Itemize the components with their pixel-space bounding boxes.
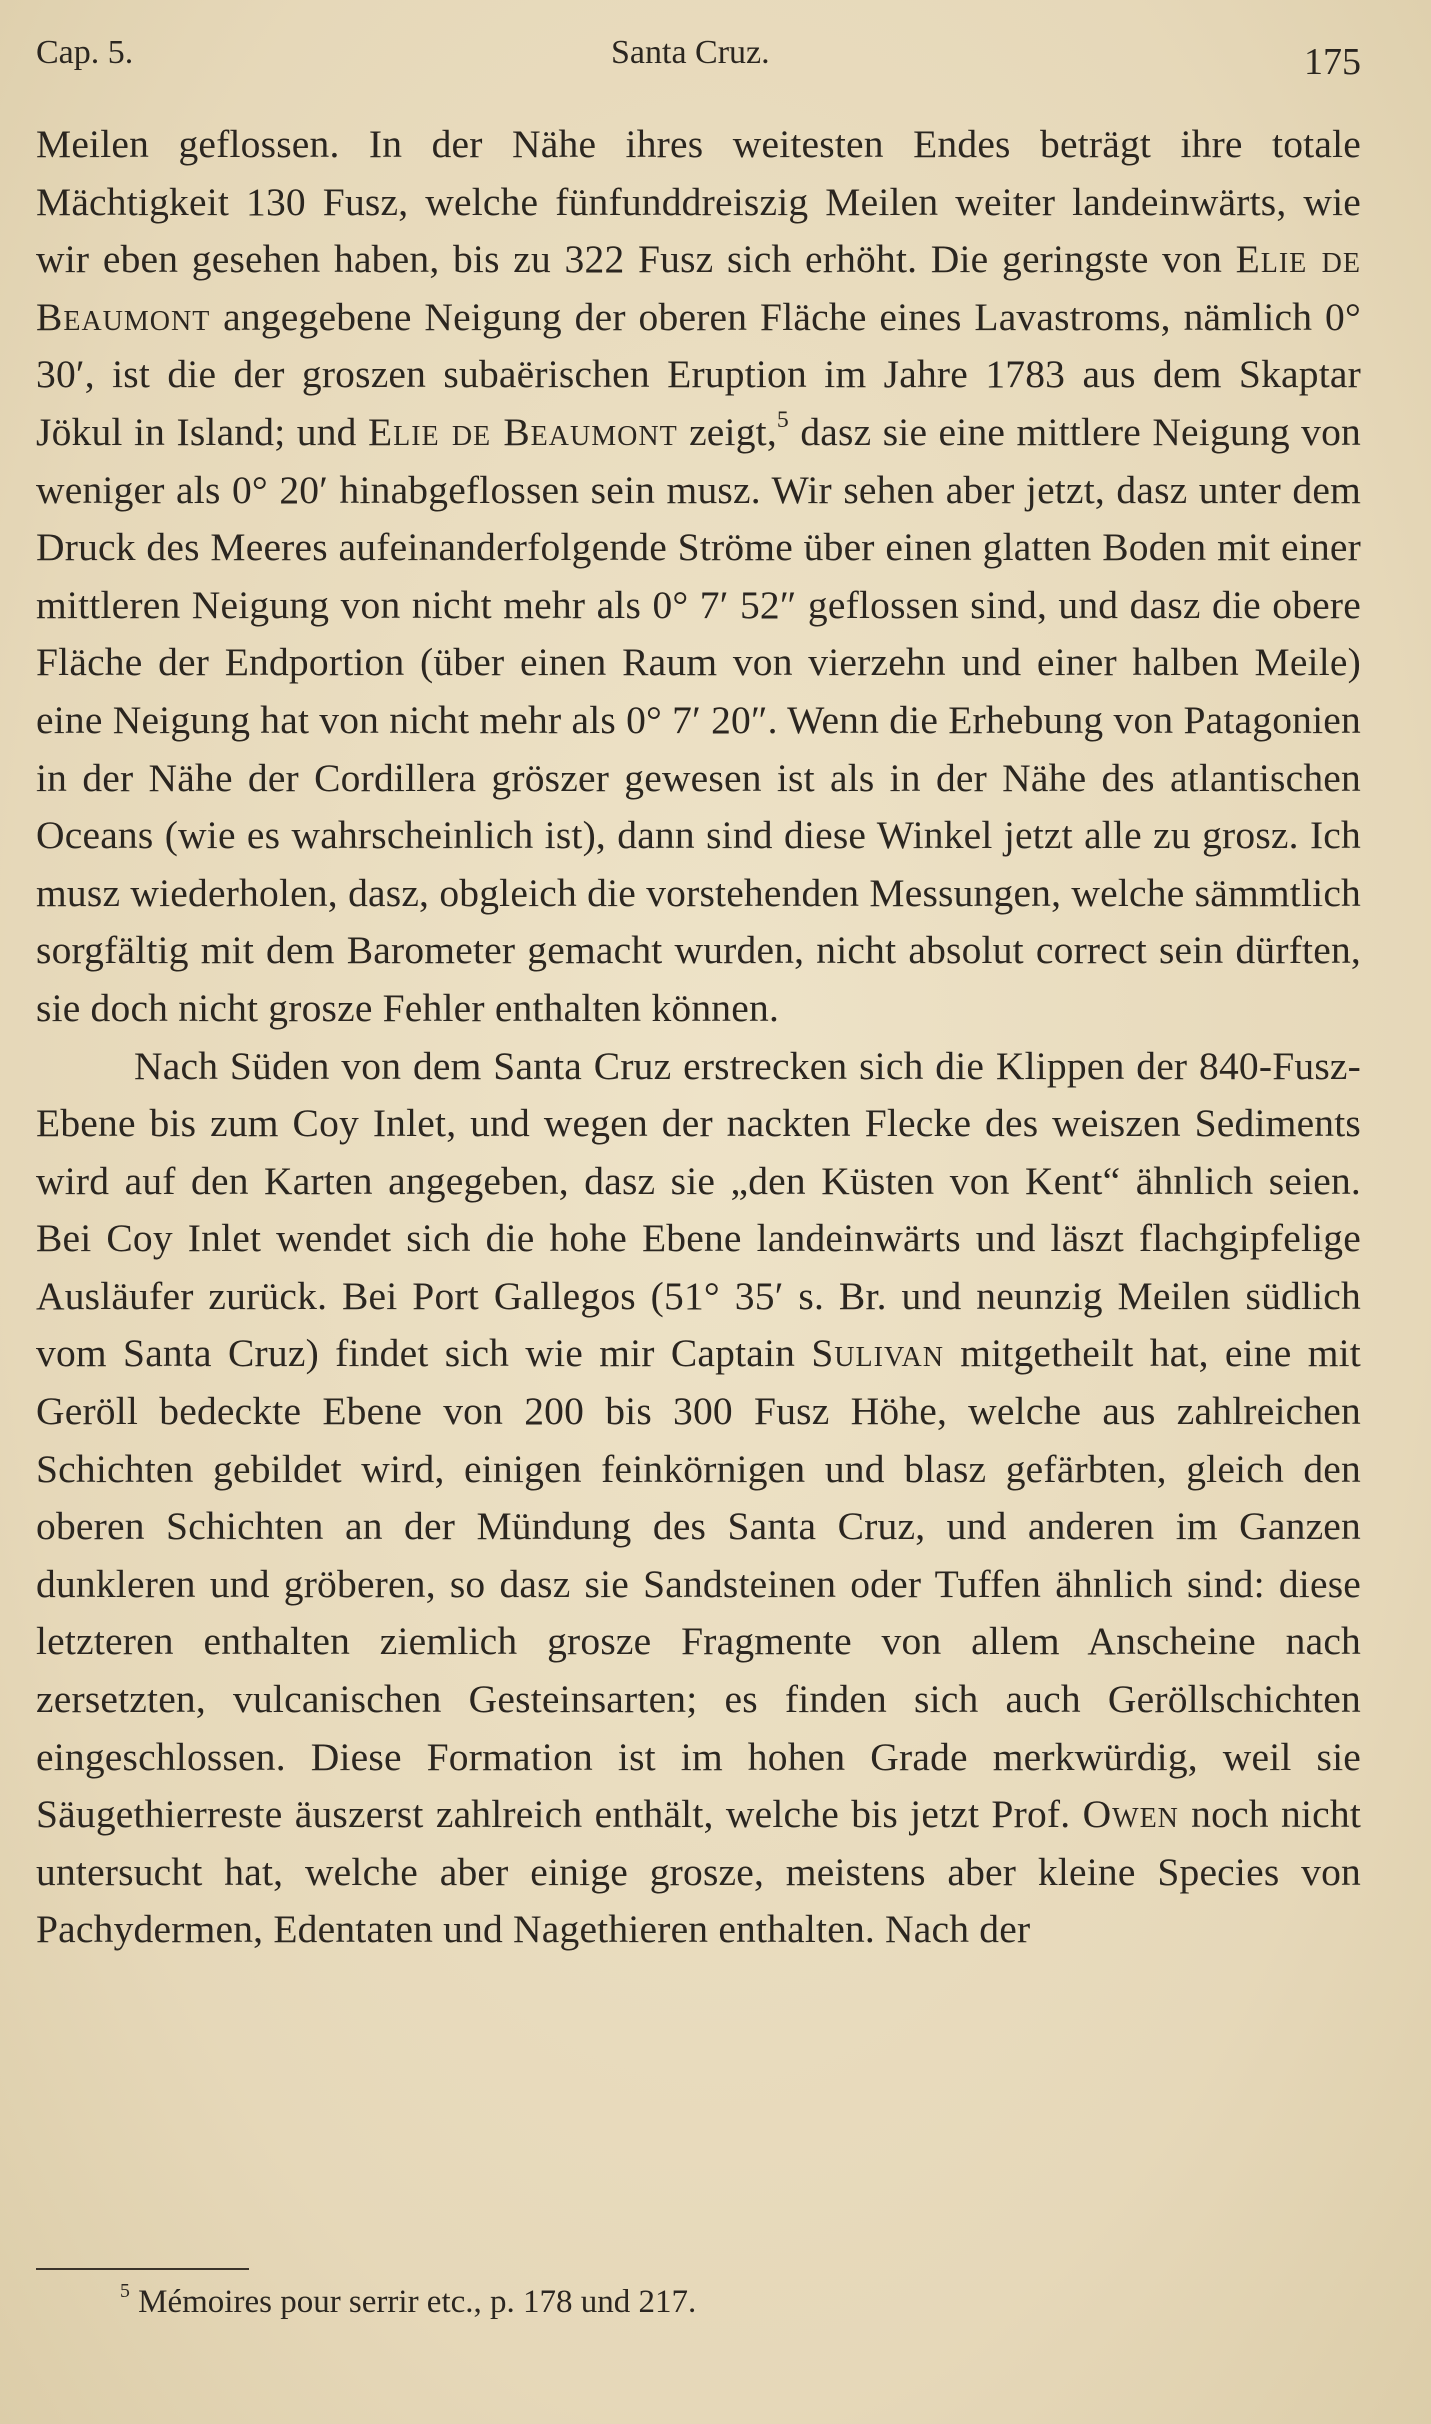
running-title: Santa Cruz. [611, 34, 770, 71]
text-run: Meilen geflossen. In der Nähe ihres weitesten Endes beträgt ihre totale Mächtigkeit 130 Fusz, welche fünfunddreiszig Meilen weiter landeinwärts, wie wir eben gesehen haben, bis zu 322 Fusz sich erhöht. Die geringste von [36, 122, 1361, 282]
chapter-label: Cap. 5. [36, 34, 134, 71]
text-run: mitgetheilt hat, eine mit Geröll bedeckte Ebene von 200 bis 300 Fusz Höhe, welche aus zahlreichen Schichten gebildet wird, einigen feinkörnigen und blasz gefärbten, gleich den oberen Schichten an der Mündung des Santa Cruz, und anderen im Ganzen dunkleren und gröberen, so dasz sie Sandsteinen oder Tuffen ähnlich sind: diese letzteren enthalten ziemlich grosze Fragmente von allem Anscheine nach zersetzten, vulcanischen Gesteinsarten; es finden sich auch Geröllschichten eingeschlossen. Diese Formation ist im hohen Grade merkwürdig, weil sie Säugethierreste äuszerst zahlreich enthält, welche bis jetzt Prof. [36, 1331, 1361, 1837]
footnote [120, 2278, 696, 2326]
footnote-number: 5 [120, 2280, 130, 2303]
body-text [36, 116, 1361, 1959]
text-run: noch nicht untersucht hat, welche aber einige grosze, meistens aber kleine Species von Pachydermen, Edentaten und Nagethieren enthalten. Nach der [36, 1792, 1361, 1952]
running-head [36, 26, 1361, 86]
text-run: angegebene Neigung der oberen Fläche eines Lavastroms, nämlich 0° 30′, ist die der groszen subaërischen Eruption im Jahre 1783 aus dem Skaptar Jökul in Island; und [36, 294, 1361, 454]
text-run: dasz sie eine mittlere Neigung von weniger als 0° 20′ hinabgeflossen sein musz. Wir sehen aber jetzt, dasz unter dem Druck des Meeres aufeinanderfolgende Ströme über einen glatten Boden mit einer mittleren Neigung von nicht mehr als 0° 7′ 52″ geflossen sind, und dasz die obere Fläche der Endportion (über einen Raum von vierzehn und einer halben Meile) eine Neigung hat von nicht mehr als 0° 7′ 20″. Wenn die Erhebung von Patagonien in der Nähe der Cordillera gröszer gewesen ist als in der Nähe des atlantischen Oceans (wie es wahrscheinlich ist), dann sind diese Winkel jetzt alle zu grosz. Ich musz wiederholen, dasz, obgleich die vorstehenden Messungen, welche sämmtlich sorgfältig mit dem Barometer gemacht wurden, nicht absolut correct sein dürften, sie doch nicht grosze Fehler enthalten können. [36, 409, 1361, 1030]
page-number: 175 [1304, 41, 1361, 83]
author-name: Elie de Beaumont [36, 237, 1361, 339]
text-run: zeigt, [677, 409, 777, 454]
paragraph [36, 116, 1361, 1038]
footnote-ref: 5 [776, 407, 789, 434]
person-name: Owen [1082, 1792, 1179, 1837]
author-name: Elie de Beaumont [368, 409, 678, 454]
footnote-divider [36, 2268, 249, 2270]
paragraph [36, 1038, 1361, 1960]
footnote-text: Mémoires pour serrir etc., p. 178 und 217. [129, 2284, 697, 2320]
text-run: Nach Süden von dem Santa Cruz erstrecken sich die Klippen der 840-Fusz-Ebene bis zum Coy Inlet, und wegen der nackten Flecke des weiszen Sediments wird auf den Karten angegeben, dasz sie „den Küsten von Kent“ ähnlich seien. Bei Coy Inlet wendet sich die hohe Ebene landeinwärts und läszt flachgipfelige Ausläufer zurück. Bei Port Gallegos (51° 35′ s. Br. und neunzig Meilen südlich vom Santa Cruz) findet sich wie mir Captain [36, 1043, 1361, 1376]
person-name: Sulivan [811, 1331, 944, 1376]
